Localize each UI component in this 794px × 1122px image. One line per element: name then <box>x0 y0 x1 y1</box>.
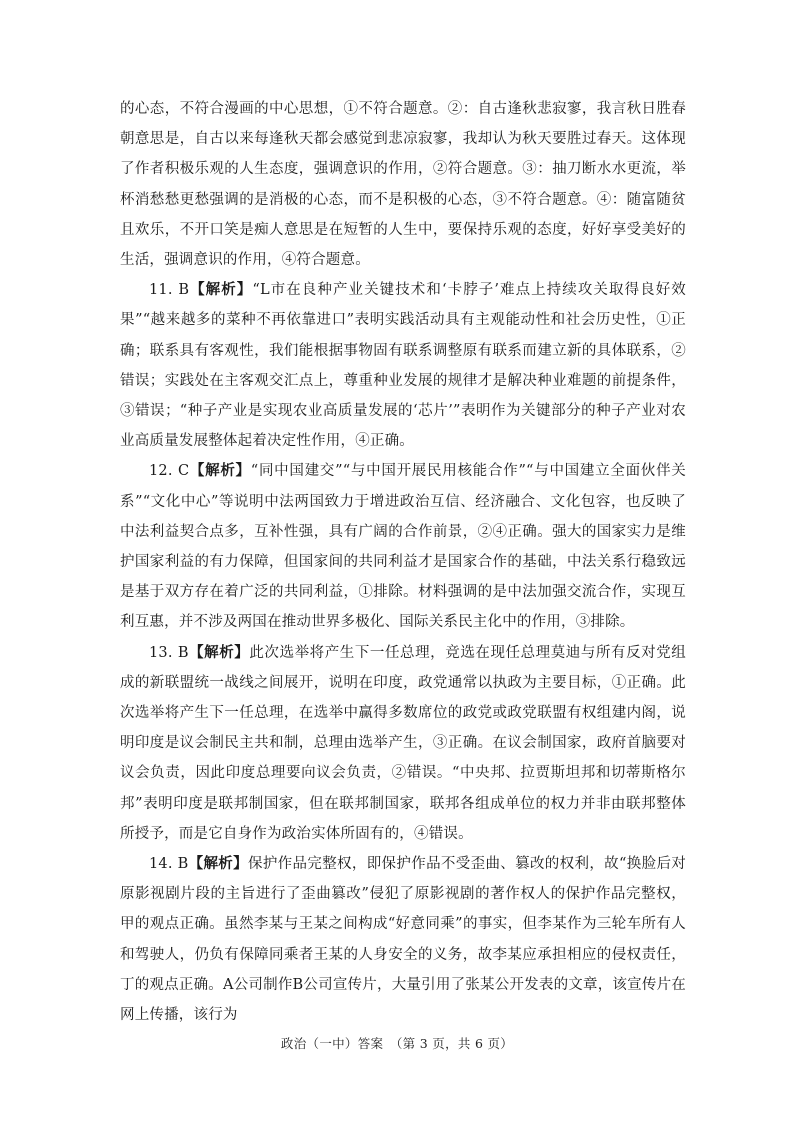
answer-item-11 <box>120 275 686 456</box>
analysis-tag: 【解析】 <box>189 281 253 299</box>
answer-item-14 <box>120 849 686 1030</box>
analysis-text: 此次选举将产生下一任总理，竞选在现任总理莫迪与所有反对党组成的新联盟统一战线之间展开，说明在印度，政党通常以执政为主要目标，①正确。此次选举将产生下一任总理，在选举中赢得多数席位的政党或政党联盟有权组建内阁，说明印度是议会制民主共和制，总理由选举产生，③正确。在议会制国家，政府首脑要对议会负责，因此印度总理要向议会负责，②错误。“中央邦、拉贾斯坦邦和切蒂斯格尔邦”表明印度是联邦制国家，但在联邦制国家，联邦各组成单位的权力并非由联邦整体所授予，而是它自身作为政治实体所固有的，④错误。 <box>120 644 686 842</box>
analysis-text: “L市在良种产业关键技术和‘卡脖子’难点上持续攻关取得良好效果”“越来越多的菜种不再依靠进口”表明实践活动具有主观能动性和社会历史性，①正确；联系具有客观性，我们能根据事物固有联系调整原有联系而建立新的具体联系，②错误；实践处在主客观交汇点上，尊重种业发展的规律才是解决种业难题的前提条件，③错误；“种子产业是实现农业高质量发展的‘芯片’”表明作为关键部分的种子产业对农业高质量发展整体起着决定性作用，④正确。 <box>120 282 686 450</box>
analysis-tag: 【解析】 <box>189 462 251 480</box>
analysis-tag: 【解析】 <box>188 855 248 873</box>
paragraph-text: 的心态，不符合漫画的中心思想，①不符合题意。②：自古逢秋悲寂寥，我言秋日胜春朝意思是，自古以来每逢秋天都会感觉到悲凉寂寥，我却认为秋天要胜过春天。这体现了作者积极乐观的人生态度，强调意识的作用，②符合题意。③：抽刀断水水更流，举杯消愁愁更愁强调的是消极的心态，而不是积极的心态，③不符合题意。④：随富随贫且欢乐，不开口笑是痴人意思是在短暂的人生中，要保持乐观的态度，好好享受美好的生活，强调意识的作用，④符合题意。 <box>120 101 686 269</box>
analysis-tag: 【解析】 <box>188 643 250 661</box>
answer-body <box>120 94 686 1030</box>
question-number: 14. B <box>149 856 189 873</box>
answer-item-13 <box>120 638 686 849</box>
analysis-text: 保护作品完整权，即保护作品不受歪曲、篡改的权利，故“换脸后对原影视剧片段的主旨进行了歪曲篡改”侵犯了原影视剧的著作权人的保护作品完整权，甲的观点正确。虽然李某与王某之间构成“好意同乘”的事实，但李某作为三轮车所有人和驾驶人，仍负有保障同乘者王某的人身安全的义务，故李某应承担相应的侵权责任，丁的观点正确。A公司制作B公司宣传片，大量引用了张某公开发表的文章，该宣传片在网上传播，该行为 <box>120 856 686 1024</box>
analysis-text: “同中国建交”“与中国开展民用核能合作”“与中国建立全面伙伴关系”“文化中心”等说明中法两国致力于增进政治互信、经济融合、文化包容，也反映了中法利益契合点多，互补性强，具有广阔的合作前景，②④正确。强大的国家实力是维护国家利益的有力保障，但国家间的共同利益才是国家合作的基础，中法关系行稳致远是基于双方存在着广泛的共同利益，①排除。材料强调的是中法加强交流合作，实现互利互惠，并不涉及两国在推动世界多极化、国际关系民主化中的作用，③排除。 <box>120 463 687 631</box>
continued-paragraph <box>120 94 686 275</box>
question-number: 12. C <box>149 463 190 480</box>
question-number: 13. B <box>149 644 189 661</box>
question-number: 11. B <box>149 282 190 299</box>
answer-item-12 <box>120 456 686 637</box>
page-footer: 政治（一中）答案 （第 3 页，共 6 页） <box>280 1036 514 1051</box>
